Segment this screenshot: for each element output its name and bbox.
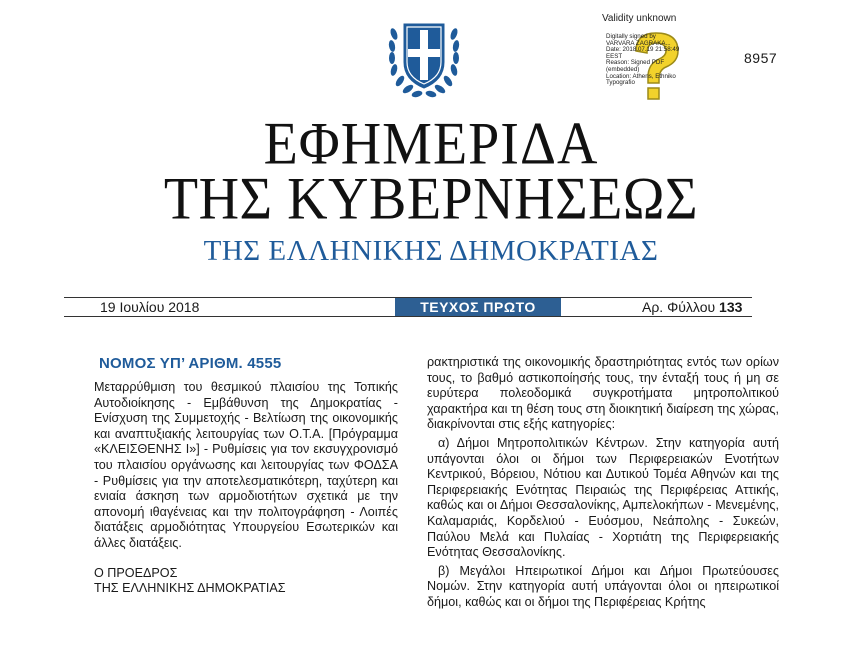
signer-line-1: Ο ΠΡΟΕΔΡΟΣ xyxy=(94,565,178,580)
page-number: 8957 xyxy=(744,50,778,66)
issue-info-bar xyxy=(64,297,752,317)
greek-coat-of-arms-emblem xyxy=(386,14,462,104)
masthead-title-line-1: ΕΦΗΜΕΡΙΔΑ xyxy=(263,110,599,178)
masthead-title-line-2: ΤΗΣ ΚΥΒΕΡΝΗΣΕΩΣ xyxy=(163,165,699,233)
signature-validity-label: Validity unknown xyxy=(602,13,677,24)
law-title: ΝΟΜΟΣ ΥΠ’ ΑΡΙΘΜ. 4555 xyxy=(99,355,282,372)
paragraph: β) Μεγάλοι Ηπειρωτικοί Δήμοι και Δήμοι Πρωτεύουσες Νομών. Στην κατηγορία αυτή υπάγονται όλοι οι ηπειρωτικοί δήμοι, καθώς και οι δήμοι της Περιφέρειας Κρήτης xyxy=(427,563,779,609)
left-column xyxy=(94,355,398,597)
paragraph: α) Δήμοι Μητροπολιτικών Κέντρων. Στην κατηγορία αυτή υπάγονται όλοι οι δήμοι των Περιφερειακών Ενοτήτων Κεντρικού, Βόρειου, Νότιου και Δυτικού Τομέα Αθηνών και της Περιφερειακής Ενότητας Πειραιώς της Περιφέρειας Αττικής, καθώς και οι Δήμοι Θεσσαλονίκης, Αμπελοκήπων - Μενεμένης, Καλαμαριάς, Κορδελιού - Ευόσμου, Νεάπολης - Συκεών, Παύλου Μελά και Πυλαίας - Χορτιάτη της Περιφερειακής Ενότητας Θεσσαλονίκης. xyxy=(427,435,779,560)
sheet-number xyxy=(642,299,742,315)
digital-signature-stamp xyxy=(600,13,720,108)
signer-line-2: ΤΗΣ ΕΛΛΗΝΙΚΗΣ ΔΗΜΟΚΡΑΤΙΑΣ xyxy=(94,581,286,596)
issue-date: 19 Ιουλίου 2018 xyxy=(100,299,200,315)
law-description: Μεταρρύθμιση του θεσμικού πλαισίου της Τοπικής Αυτοδιοίκησης - Εμβάθυνση της Δημοκρατίας - Ενίσχυση της Συμμετοχής - Βελτίωση της οικονομικής και αναπτυξιακής λειτουργίας των Ο.Τ.Α. [Πρόγραμμα «ΚΛΕΙΣΘΕΝΗΣ Ι»] - Ρυθμίσεις για τον εκσυγχρονισμό του πλαισίου οργάνωσης και λειτουργίας των ΦΟΔΣΑ - Ρυθμίσεις για την αποτελεσματικότερη, ταχύτερη και ενιαία άσκηση των αρμοδιοτήτων σχετικά με την απονομή ιθαγένειας και την πολιτογράφηση - Λοιπές διατάξεις αρμοδιότητας Υπουργείου Εσωτερικών και άλλες διατάξεις. xyxy=(94,380,398,550)
masthead-subtitle: ΤΗΣ ΕΛΛΗΝΙΚΗΣ ΔΗΜΟΚΡΑΤΙΑΣ xyxy=(203,235,659,267)
right-column xyxy=(427,355,779,614)
signer-block xyxy=(94,566,398,597)
sheet-number-label: Αρ. Φύλλου xyxy=(642,299,716,315)
signature-details: Digitally signed by VARVARA ZAGRAKA... Date: 2018.07.19 21:58:49 EEST Reason: Signed PDF (embedded) Location: Athens, Ethniko Typografio xyxy=(606,33,680,87)
sheet-number-value: 133 xyxy=(719,299,743,315)
paragraph: ρακτηριστικά της οικονομικής δραστηριότητας εντός των ορίων τους, το βαθμό αστικοποίησής τους, την ένταξή τους ή μη σε ευρύτερα πολεοδομικά συγκροτήματα μητροπολιτικού χαρακτήρα και τη θέση τους στη διοικητική διαίρεση της χώρας, διακρίνονται στις εξής κατηγορίες: xyxy=(427,355,779,432)
issue-series-badge: ΤΕΥΧΟΣ ΠΡΩΤΟ xyxy=(395,298,561,316)
